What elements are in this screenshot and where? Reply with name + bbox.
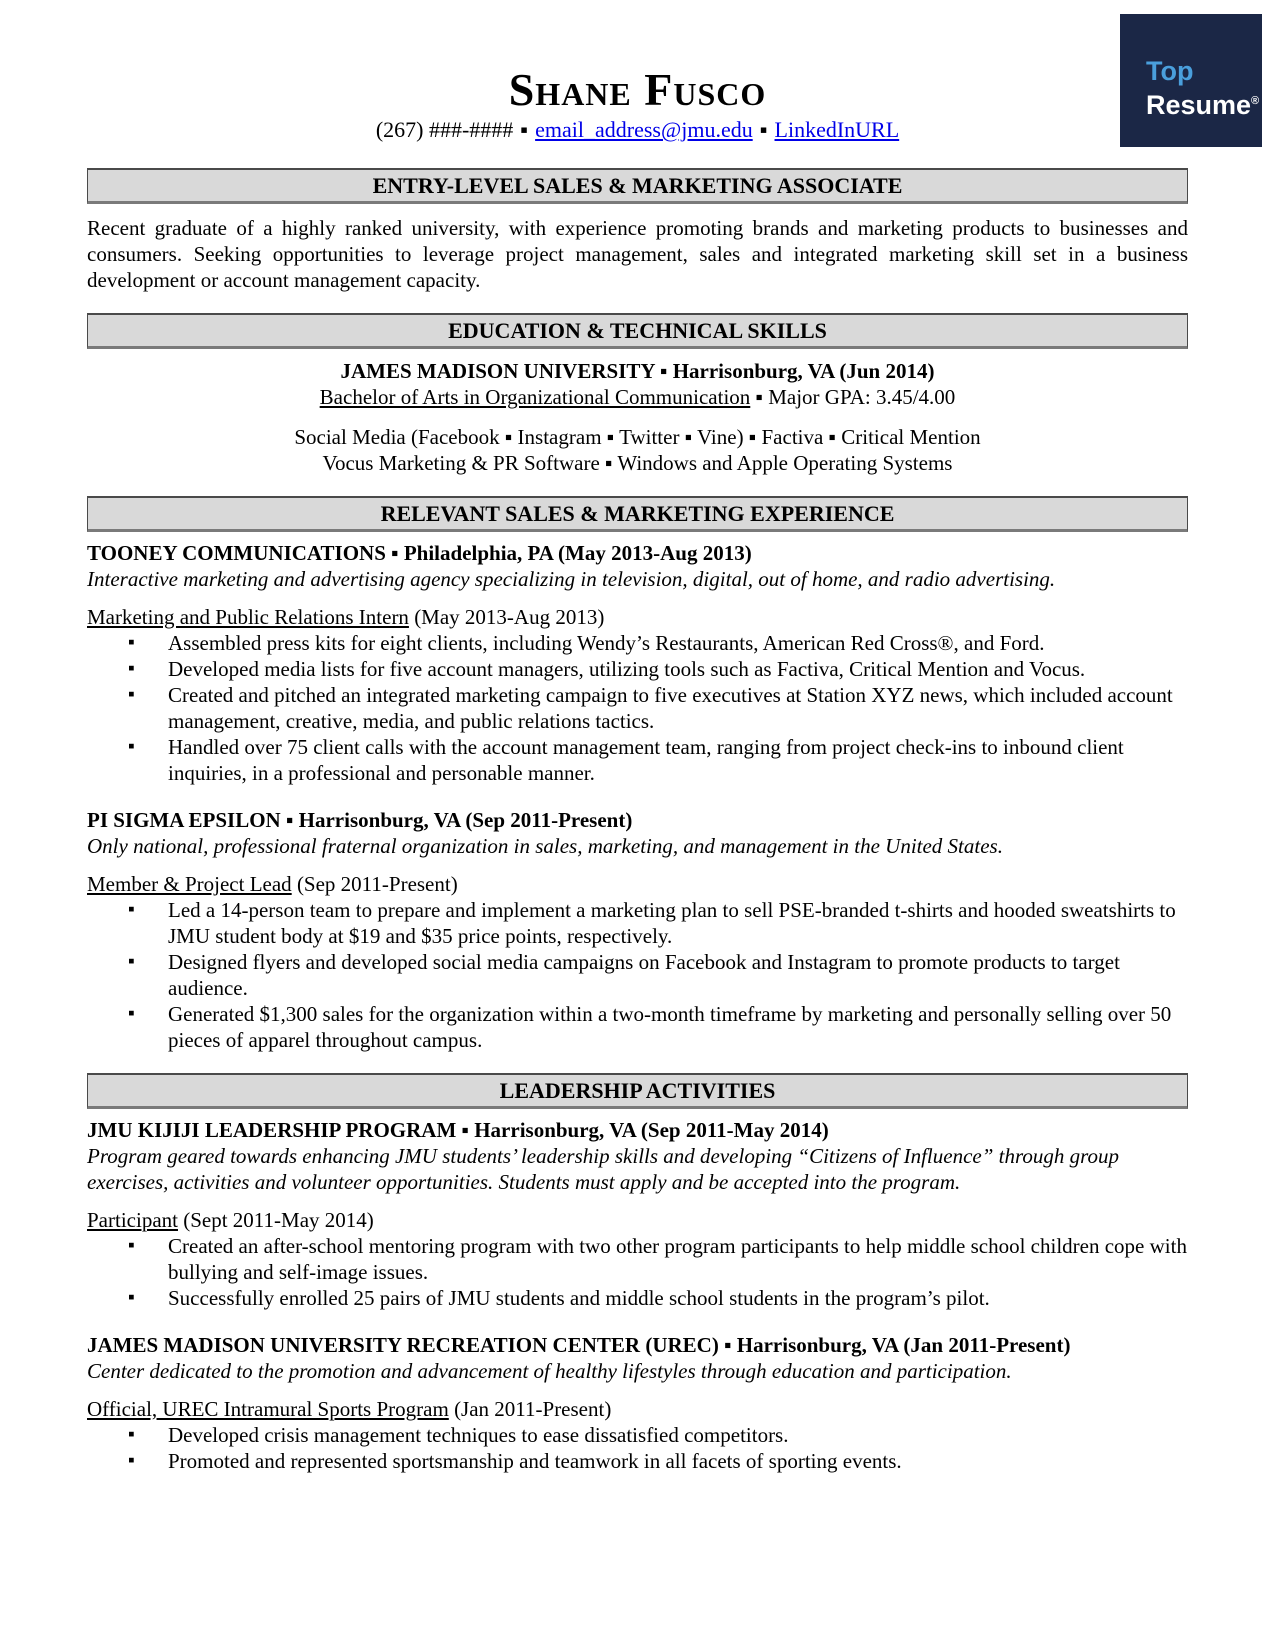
skills-line-1: Social Media (Facebook ▪ Instagram ▪ Twitter ▪ Vine) ▪ Factiva ▪ Critical Mention [294, 425, 981, 449]
linkedin-link[interactable]: LinkedInURL [774, 117, 900, 142]
bullet-item: ▪ Led a 14-person team to prepare and implement a marketing plan to sell PSE-branded t-shirts and hooded sweatshirts to JMU student body at $19 and $35 price points, respectively. [87, 897, 1188, 949]
email-link[interactable]: email_address@jmu.edu [535, 117, 753, 142]
bullet-item: ▪ Successfully enrolled 25 pairs of JMU students and middle school students in the program’s pilot. [87, 1285, 1188, 1311]
education-degree-line [87, 384, 1188, 410]
bullet-item: ▪ Developed media lists for five account managers, utilizing tools such as Factiva, Critical Mention and Vocus. [87, 656, 1188, 682]
role-dates: (May 2013-Aug 2013) [408, 605, 605, 629]
education-school-line: JAMES MADISON UNIVERSITY ▪ Harrisonburg, VA (Jun 2014) [340, 359, 935, 383]
org-header: JAMES MADISON UNIVERSITY RECREATION CENTER (UREC) ▪ Harrisonburg, VA (Jan 2011-Present) [87, 1333, 1071, 1357]
bullet-list [87, 630, 1188, 786]
bullet-item: ▪ Created an after-school mentoring program with two other program participants to help middle school children cope with bullying and self-image issues. [87, 1233, 1188, 1285]
degree-name: Bachelor of Arts in Organizational Communication [319, 385, 751, 409]
employer-header: TOONEY COMMUNICATIONS ▪ Philadelphia, PA (May 2013-Aug 2013) [87, 541, 752, 565]
degree-gpa: ▪ Major GPA: 3.45/4.00 [750, 385, 956, 409]
logo-resume-word: Resume [1146, 90, 1252, 120]
candidate-name: Shane Fusco [508, 64, 767, 115]
employer-block-pse [87, 807, 1188, 1053]
bullet-item: ▪ Created and pitched an integrated marketing campaign to five executives at Station XYZ news, which included account management, creative, media, and public relations tactics. [87, 682, 1188, 734]
org-block-kijiji [87, 1117, 1188, 1311]
bullet-item: ▪ Handled over 75 client calls with the account management team, ranging from project check-ins to inbound client inquiries, in a professional and personable manner. [87, 734, 1188, 786]
section-heading-leadership: LEADERSHIP ACTIVITIES [87, 1073, 1188, 1109]
bullet-list [87, 1422, 1188, 1474]
role-title: Official, UREC Intramural Sports Program [87, 1397, 449, 1421]
role-dates: (Sep 2011-Present) [291, 872, 458, 896]
section-heading-experience: RELEVANT SALES & MARKETING EXPERIENCE [87, 496, 1188, 532]
role-title: Participant [87, 1208, 178, 1232]
role-line [87, 1207, 1188, 1233]
role-title: Marketing and Public Relations Intern [87, 605, 409, 629]
role-line [87, 1396, 1188, 1422]
org-description: Center dedicated to the promotion and advancement of healthy lifestyles through education and participation. [87, 1359, 1012, 1383]
role-dates: (Jan 2011-Present) [448, 1397, 612, 1421]
org-description: Program geared towards enhancing JMU students’ leadership skills and developing “Citizens of Influence” through group exercises, activities and volunteer opportunities. Students must apply and be accepted into the program. [87, 1144, 1120, 1194]
employer-block-tooney [87, 540, 1188, 786]
registered-mark: ® [1251, 95, 1260, 107]
employer-description: Only national, professional fraternal organization in sales, marketing, and management in the United States. [87, 834, 1003, 858]
org-header: JMU KIJIJI LEADERSHIP PROGRAM ▪ Harrisonburg, VA (Sep 2011-May 2014) [87, 1118, 829, 1142]
separator-square: ▪ [759, 117, 768, 142]
bullet-list [87, 1233, 1188, 1311]
role-line [87, 871, 1188, 897]
phone-number: (267) ###-#### [375, 117, 514, 142]
topresume-logo [1120, 14, 1262, 147]
bullet-item: ▪ Developed crisis management techniques to ease dissatisfied competitors. [87, 1422, 1188, 1448]
employer-header: PI SIGMA EPSILON ▪ Harrisonburg, VA (Sep 2011-Present) [87, 808, 633, 832]
bullet-item: ▪ Designed flyers and developed social media campaigns on Facebook and Instagram to promote products to target audience. [87, 949, 1188, 1001]
bullet-item: ▪ Promoted and represented sportsmanship and teamwork in all facets of sporting events. [87, 1448, 1188, 1474]
summary-paragraph: Recent graduate of a highly ranked university, with experience promoting brands and marketing products to businesses and consumers. Seeking opportunities to leverage project management, sales and integrated marketing skill set in a business development or account management capacity. [87, 216, 1188, 292]
role-title: Member & Project Lead [87, 872, 292, 896]
bullet-item: ▪ Generated $1,300 sales for the organization within a two-month timeframe by marketing and personally selling over 50 pieces of apparel throughout campus. [87, 1001, 1188, 1053]
skills-line-2: Vocus Marketing & PR Software ▪ Windows and Apple Operating Systems [322, 451, 953, 475]
org-block-urec [87, 1332, 1188, 1474]
role-line [87, 604, 1188, 630]
logo-top-text: Top [1146, 56, 1194, 86]
role-dates: (Sept 2011-May 2014) [177, 1208, 374, 1232]
contact-line [87, 116, 1188, 144]
bullet-item: ▪ Assembled press kits for eight clients, including Wendy’s Restaurants, American Red Cross®, and Ford. [87, 630, 1188, 656]
bullet-list [87, 897, 1188, 1053]
section-heading-education: EDUCATION & TECHNICAL SKILLS [87, 313, 1188, 349]
logo-resume-text [1146, 86, 1262, 120]
section-heading-title: ENTRY-LEVEL SALES & MARKETING ASSOCIATE [87, 168, 1188, 204]
employer-description: Interactive marketing and advertising agency specializing in television, digital, out of home, and radio advertising. [87, 567, 1056, 591]
separator-square: ▪ [520, 117, 529, 142]
